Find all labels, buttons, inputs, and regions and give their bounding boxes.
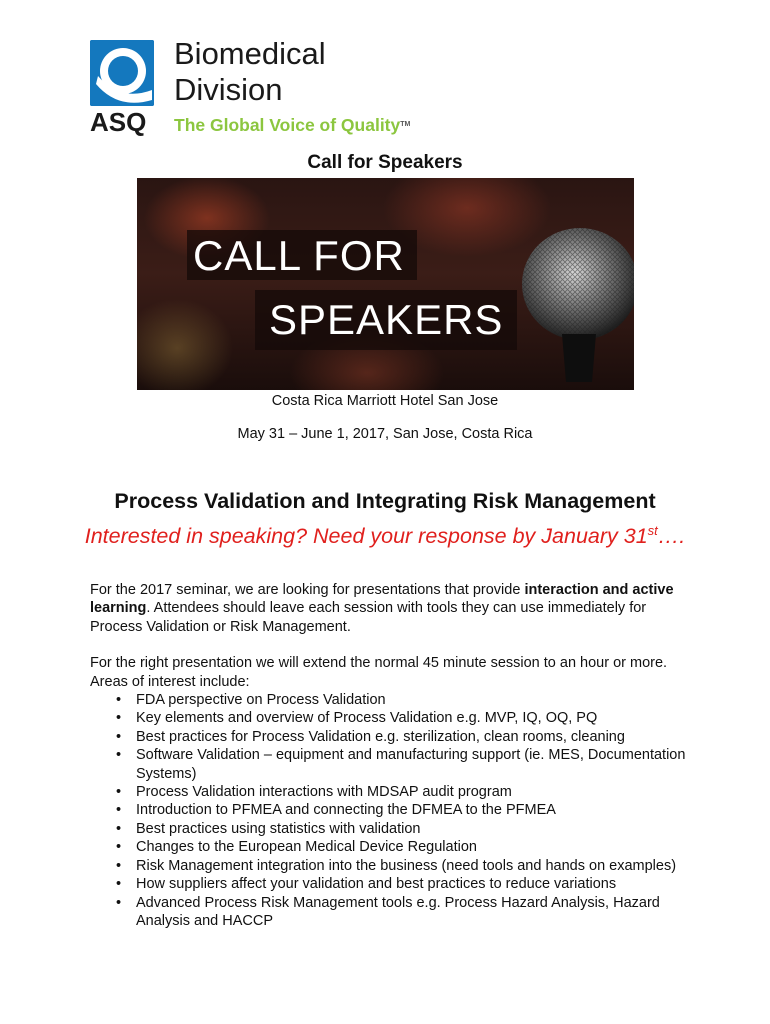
banner-line2: SPEAKERS bbox=[255, 290, 517, 350]
list-item: • Process Validation interactions with MDSAP audit program bbox=[90, 783, 690, 801]
call-for-speakers-banner bbox=[137, 178, 634, 390]
areas-intro-paragraph: For the right presentation we will extend the normal 45 minute session to an hour or more. Areas of interest include: bbox=[90, 655, 668, 690]
logo-acronym: ASQ bbox=[90, 107, 147, 137]
page-heading: Call for Speakers bbox=[307, 152, 463, 173]
list-item: • Best practices using statistics with validation bbox=[90, 820, 690, 838]
cta-ordinal: st bbox=[647, 523, 658, 538]
list-item: • Introduction to PFMEA and connecting the DFMEA to the PFMEA bbox=[90, 801, 690, 819]
list-item: • Changes to the European Medical Device Regulation bbox=[90, 838, 690, 856]
intro-text-start: For the 2017 seminar, we are looking for presentations that provide bbox=[90, 582, 525, 598]
response-deadline-callout bbox=[60, 517, 710, 550]
logo-division-name bbox=[174, 36, 326, 108]
body-text bbox=[90, 581, 690, 930]
tagline-text: The Global Voice of Quality bbox=[174, 115, 401, 135]
microphone-icon bbox=[500, 222, 634, 382]
list-item: • Best practices for Process Validation e.g. sterilization, clean rooms, cleaning bbox=[90, 728, 690, 746]
list-item: • How suppliers affect your validation and best practices to reduce variations bbox=[90, 875, 690, 893]
intro-emphasis: interaction and active learning bbox=[90, 582, 674, 617]
banner-line1: CALL FOR bbox=[187, 230, 417, 280]
asq-q-logo-icon bbox=[90, 40, 154, 106]
list-item: • Risk Management integration into the business (need tools and hands on examples) bbox=[90, 857, 690, 875]
logo-name-line2: Division bbox=[174, 72, 283, 107]
trademark-mark: TM bbox=[400, 121, 411, 128]
list-item: • Software Validation – equipment and manufacturing support (ie. MES, Documentation Systems) bbox=[90, 746, 690, 783]
logo-tagline bbox=[174, 115, 410, 135]
list-item: • Key elements and overview of Process Validation e.g. MVP, IQ, OQ, PQ bbox=[90, 709, 690, 727]
logo-name-line1: Biomedical bbox=[174, 36, 326, 71]
intro-text-end: . Attendees should leave each session with tools they can use immediately for Process Validation or Risk Management. bbox=[90, 600, 647, 635]
cta-ellipsis: …. bbox=[657, 524, 686, 549]
asq-biomedical-logo bbox=[90, 36, 411, 140]
seminar-title: Process Validation and Integrating Risk Management bbox=[114, 489, 656, 513]
event-venue: Costa Rica Marriott Hotel San Jose bbox=[271, 393, 499, 409]
event-dates: May 31 – June 1, 2017, San Jose, Costa Rica bbox=[237, 426, 533, 442]
cta-text: Interested in speaking? Need your response by January 31 bbox=[84, 524, 648, 549]
intro-paragraph bbox=[90, 581, 690, 636]
areas-of-interest-list bbox=[90, 691, 690, 930]
list-item: • FDA perspective on Process Validation bbox=[90, 691, 690, 709]
list-item: • Advanced Process Risk Management tools e.g. Process Hazard Analysis, Hazard Analysis and HACCP bbox=[90, 894, 690, 931]
